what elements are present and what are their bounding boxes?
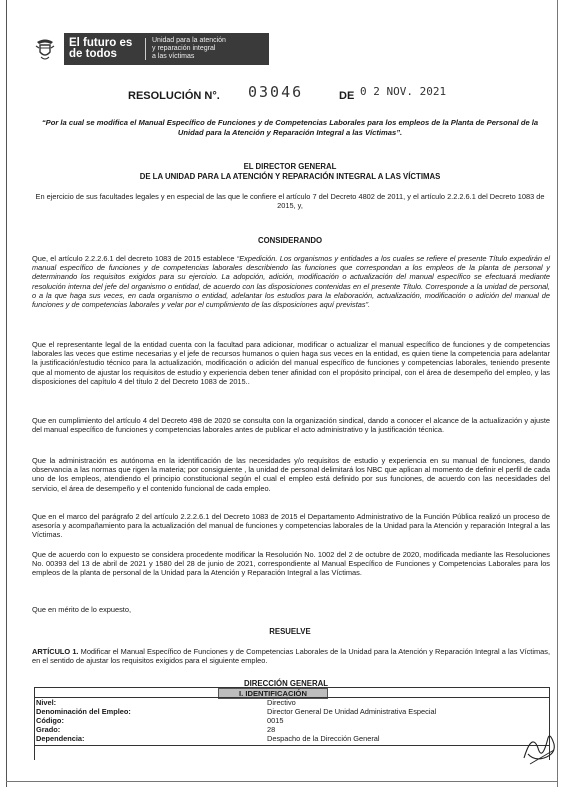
logo-entity-line-3: a las víctimas [152,53,195,60]
resuelve-heading: RESUELVE [269,627,311,636]
considerando-1-quote: “Expedición. Los organismos y entidades a los cuales se refiere el presente Título expedirán el manual específico de funciones y de competencias laborales describiendo las funciones que correspondan a los empleos de la planta de personal y determinando los requisitos exigidos para su ejercicio. La adopción, adición, modificación o actualización del manual específico se efectuará mediante resolución interna del jefe del organismo o entidad, de acuerdo con las disposiciones contenidas en el presente Título. Corresponde a la unidad de personal, o a la que haga sus veces, en cada organismo o entidad, adelantar los estudios para la elaboración, actualización, modificación o adición del manual de funciones y de competencias laborales y velar por el cumplimiento de las disposiciones aquí previstas”. [32,254,550,310]
considerando-paragraph-7: Que en mérito de lo expuesto, [32,605,132,614]
resolution-subject: “Por la cual se modifica el Manual Específico de Funciones y de Competencias Laborales para los empleos de la Planta de Personal de la Unidad para la Atención y Reparación Integral a las Víctimas”. [41,118,539,137]
resolution-number: 03046 [248,83,304,101]
table-row-value: Director General De Unidad Administrativa Especial [267,707,437,716]
resolution-label: RESOLUCIÓN N°. [128,90,220,102]
table-row-value: 0015 [267,716,284,725]
table-row [36,716,548,725]
table-row-key: Grado: [36,725,61,734]
signatory-title-2: DE LA UNIDAD PARA LA ATENCIÓN Y REPARACIÓN INTEGRAL A LAS VÍCTIMAS [139,172,441,181]
intro-paragraph: En ejercicio de sus facultades legales y en especial de las que le confiere el artículo 7 del Decreto 4802 de 2011, y el artículo 2.2.2.6.1 del Decreto 1083 de 2015, y, [35,192,545,211]
table-row-key: Nivel: [36,698,57,707]
coat-of-arms-icon [32,36,58,62]
table-row [36,734,548,743]
logo-entity-line-2: y reparación integral [152,45,216,52]
initials-signature-icon [520,728,560,770]
table-rule-left [34,687,35,760]
logo-divider [145,38,146,60]
logo-slogan: El futuro es de todos [69,37,133,60]
table-title: DIRECCIÓN GENERAL [243,679,329,688]
table-row [36,725,548,734]
considerando-paragraph-3: Que en cumplimiento del artículo 4 del Decreto 498 de 2020 se consulta con la organización sindical, dando a conocer el alcance de la actualización y ajuste del manual específico de funciones y competencias laborales antes de publicar el acto administrativo y la justificación técnica. [32,416,550,435]
table-row-value: Directivo [267,698,296,707]
table-row-key: Código: [36,716,64,725]
page-edge-left [6,0,7,787]
page-edge-right [557,0,558,787]
considerando-paragraph-2: Que el representante legal de la entidad cuenta con la facultad para adicionar, modificar o actualizar el manual específico de funciones y de competencias laborales las veces que estime necesarias y el jefe de recursos humanos o quien haga sus veces en la entidad, es quien tiene la competencia para adelantar la justificación/estudio técnico para la actualización, modificación o adición del manual específico de funciones y competencias laborales, teniendo presente que al momento de ajustar los requisitos de estudio y experiencia deben tener afinidad con el propósito principal, con el área de desempeño del empleo, y las disposiciones del capítulo 4 del título 2 del Decreto 1083 de 2015.. [32,340,550,386]
article-1-label: ARTÍCULO 1. [32,647,79,656]
considerando-paragraph-1 [32,254,550,309]
resolution-line [128,83,458,107]
header-logo [32,33,269,65]
considerando-1-lead: Que, el artículo 2.2.2.6.1 del decreto 1083 de 2015 establece [32,254,235,263]
considerando-paragraph-6: Que de acuerdo con lo expuesto se considera procedente modificar la Resolución No. 1002 del 2 de octubre de 2020, modificada mediante las Resoluciones No. 00393 del 13 de abril de 2021 y 1580 del 28 de junio de 2021, correspondiente al Manual Específico de Funciones y Competencias Laborales para los empleos de la planta de personal de la Unidad para la Atención y Reparación Integral a las Víctimas. [32,550,550,578]
considerando-paragraph-4: Que la administración es autónoma en la identificación de las necesidades y/o requisitos de estudio y experiencia en su manual de funciones, dando observancia a las normas que rigen la materia; por consiguiente , la unidad de personal delimitará los NBC que aplican al momento de definir el perfil de cada uno de los empleos, atendiendo el principio constitucional según el cual el empleo está definido por sus funciones, de acuerdo con las necesidades del servicio, el área de desempeño y el contenido funcional de cada empleo. [32,456,550,493]
table-row-key: Dependencia: [36,734,85,743]
table-row-value: Despacho de la Dirección General [267,734,380,743]
table-row [36,707,548,716]
table-section-band: I. IDENTIFICACIÓN [218,688,328,699]
considerando-paragraph-5: Que en el marco del parágrafo 2 del artículo 2.2.2.6.1 del Decreto 1083 de 2015 el Departamento Administrativo de la Función Pública realizó un proceso de asesoría y acompañamiento para la actualización del manual de funciones y competencias laborales de la Unidad para la Atención y reparación Integral a las Víctimas. [32,512,550,540]
page-edge-bottom [6,781,558,782]
considerando-heading: CONSIDERANDO [257,236,323,245]
resolution-de-label: DE [339,90,355,102]
logo-entity-name [152,37,226,61]
table-row-key: Denominación del Empleo: [36,707,131,716]
table-rule-bottom [34,745,550,746]
logo-entity-line-1: Unidad para la atención [152,37,226,44]
table-row-value: 28 [267,725,276,734]
article-1-text: Modificar el Manual Específico de Funciones y de Competencias Laborales de la Unidad para la Atención y Reparación Integral a las Víctimas, en el sentido de ajustar los requisitos exigidos para el siguiente empleo. [32,647,551,666]
article-1 [32,647,550,665]
signatory-title-1: EL DIRECTOR GENERAL [243,162,337,171]
logo-banner [64,33,269,65]
table-row [36,698,548,707]
resolution-date: 0 2 NOV. 2021 [360,85,447,98]
